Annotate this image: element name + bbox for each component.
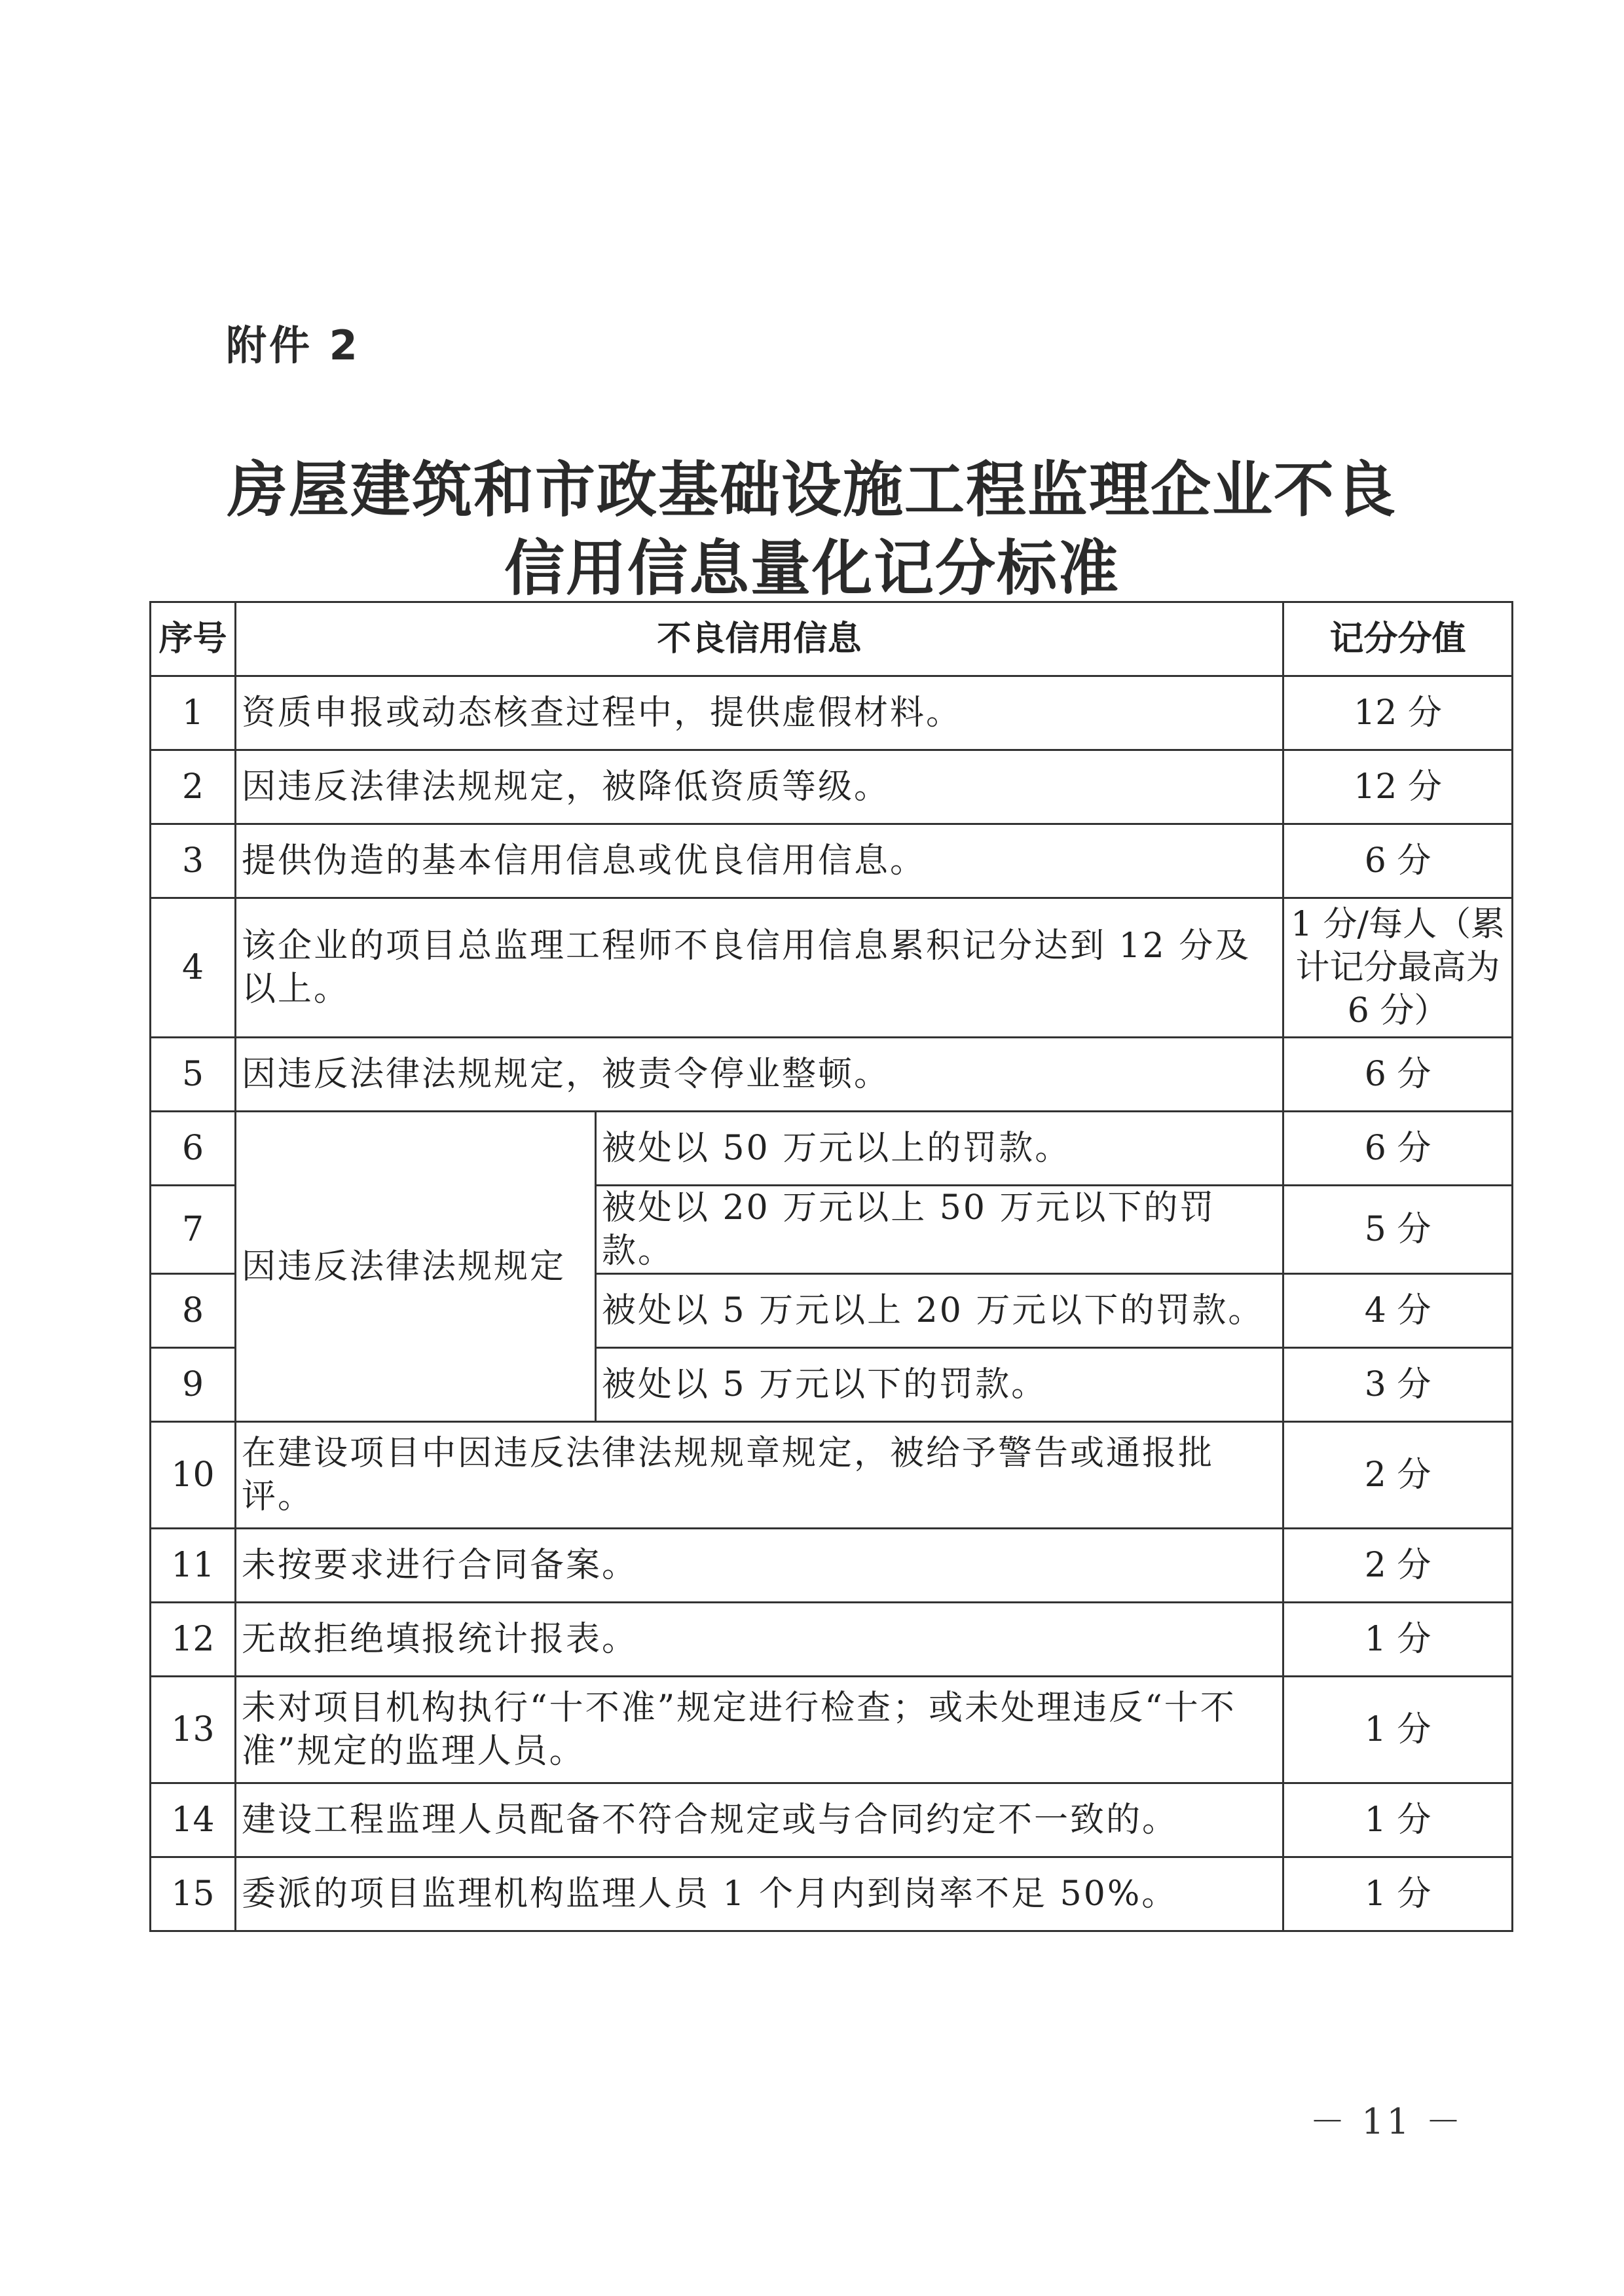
column-header-no: 序号 <box>151 602 236 676</box>
row-score: 5 分 <box>1283 1186 1513 1274</box>
row-number: 4 <box>151 898 236 1038</box>
row-score: 12 分 <box>1283 750 1513 824</box>
row-number: 12 <box>151 1603 236 1677</box>
row-description: 建设工程监理人员配备不符合规定或与合同约定不一致的。 <box>236 1783 1283 1857</box>
row-description: 被处以 20 万元以上 50 万元以下的罚款。 <box>596 1186 1283 1274</box>
row-score: 1 分 <box>1283 1677 1513 1783</box>
row-score: 1 分 <box>1283 1603 1513 1677</box>
row-description: 被处以 5 万元以下的罚款。 <box>596 1348 1283 1422</box>
table-row <box>151 1038 1513 1112</box>
table-row <box>151 1857 1513 1931</box>
column-header-info: 不良信用信息 <box>236 602 1283 676</box>
document-title-line-2: 信用信息量化记分标准 <box>504 533 1120 604</box>
row-number: 14 <box>151 1783 236 1857</box>
table-header-row <box>151 602 1513 676</box>
row-number: 10 <box>151 1422 236 1529</box>
row-number: 2 <box>151 750 236 824</box>
row-number: 11 <box>151 1529 236 1603</box>
row-number: 1 <box>151 676 236 750</box>
row-description: 因违反法律法规规定，被责令停业整顿。 <box>236 1038 1283 1112</box>
row-score: 2 分 <box>1283 1422 1513 1529</box>
table-row <box>151 1677 1513 1783</box>
row-description: 在建设项目中因违反法律法规规章规定，被给予警告或通报批评。 <box>236 1422 1283 1529</box>
row-score: 6 分 <box>1283 824 1513 898</box>
table-row <box>151 1529 1513 1603</box>
row-description: 提供伪造的基本信用信息或优良信用信息。 <box>236 824 1283 898</box>
column-header-score: 记分分值 <box>1283 602 1513 676</box>
row-description: 资质申报或动态核查过程中，提供虚假材料。 <box>236 676 1283 750</box>
row-score: 4 分 <box>1283 1274 1513 1348</box>
table-row <box>151 1422 1513 1529</box>
table-row <box>151 898 1513 1038</box>
row-description: 被处以 5 万元以上 20 万元以下的罚款。 <box>596 1274 1283 1348</box>
row-score: 6 分 <box>1283 1112 1513 1186</box>
document-title-line-1: 房屋建筑和市政基础设施工程监理企业不良 <box>227 454 1397 525</box>
row-number: 3 <box>151 824 236 898</box>
row-number: 9 <box>151 1348 236 1422</box>
table-row <box>151 1783 1513 1857</box>
table-row <box>151 824 1513 898</box>
row-number: 15 <box>151 1857 236 1931</box>
row-score: 2 分 <box>1283 1529 1513 1603</box>
row-description: 因违反法律法规规定，被降低资质等级。 <box>236 750 1283 824</box>
row-number: 7 <box>151 1186 236 1274</box>
table-row <box>151 1112 1513 1186</box>
row-description: 未按要求进行合同备案。 <box>236 1529 1283 1603</box>
row-number: 6 <box>151 1112 236 1186</box>
row-score: 1 分 <box>1283 1857 1513 1931</box>
row-description: 无故拒绝填报统计报表。 <box>236 1603 1283 1677</box>
attachment-label: 附件 2 <box>226 321 360 369</box>
row-description: 被处以 50 万元以上的罚款。 <box>596 1112 1283 1186</box>
row-score: 12 分 <box>1283 676 1513 750</box>
page-number: － 11 － <box>1310 2101 1464 2142</box>
row-score: 1 分 <box>1283 1783 1513 1857</box>
row-description: 委派的项目监理机构监理人员 1 个月内到岗率不足 50%。 <box>236 1857 1283 1931</box>
row-number: 5 <box>151 1038 236 1112</box>
table-row <box>151 1603 1513 1677</box>
row-number: 13 <box>151 1677 236 1783</box>
table-row <box>151 676 1513 750</box>
row-description: 未对项目机构执行“十不准”规定进行检查；或未处理违反“十不准”规定的监理人员。 <box>236 1677 1283 1783</box>
table-row <box>151 750 1513 824</box>
group-label-cell: 因违反法律法规规定 <box>236 1112 596 1422</box>
credit-score-table <box>149 601 1513 1932</box>
row-score: 1 分/每人（累计记分最高为 6 分） <box>1283 898 1513 1038</box>
row-number: 8 <box>151 1274 236 1348</box>
row-score: 6 分 <box>1283 1038 1513 1112</box>
row-description: 该企业的项目总监理工程师不良信用信息累积记分达到 12 分及以上。 <box>236 898 1283 1038</box>
row-score: 3 分 <box>1283 1348 1513 1422</box>
